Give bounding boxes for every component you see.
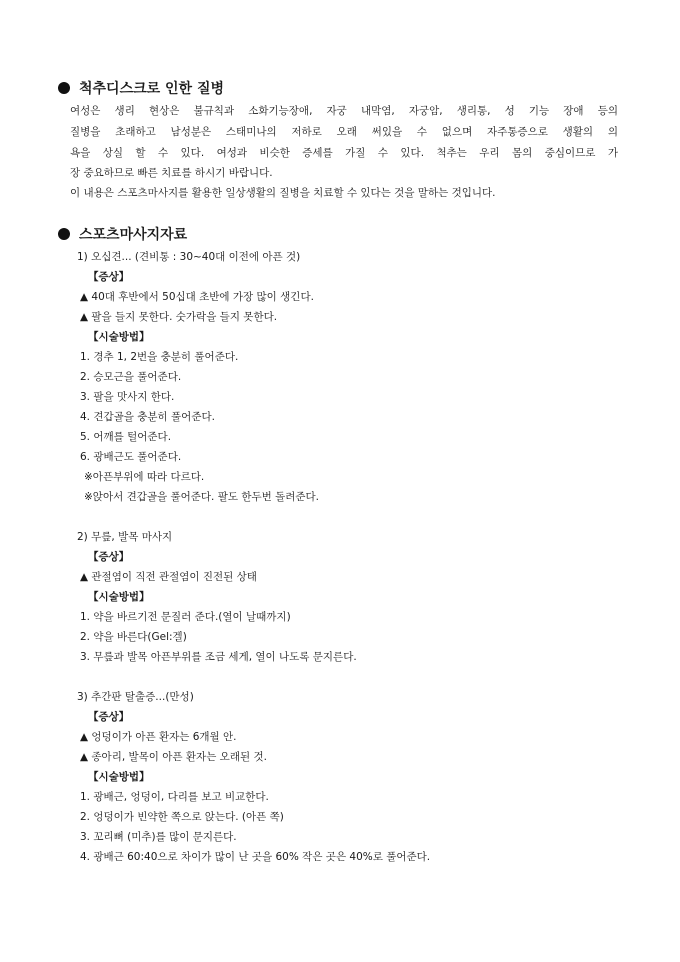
section-title: 스포츠마사지자료 [79, 227, 188, 243]
method-item: 3. 꼬리뼈 (미추)를 많이 문지른다. [80, 831, 237, 843]
bullet-circle-icon [58, 82, 70, 94]
paragraph-line: 욕을 상실 할 수 있다. 여성과 비슷한 증세를 가질 수 있다. 척추는 우리 몸의 중심이므로 가 [70, 147, 618, 159]
paragraph-line: 장 중요하므로 빠른 치료를 하시기 바랍니다. [70, 167, 273, 179]
section-title: 척추디스크로 인한 질병 [79, 81, 224, 97]
note-item: ※아픈부위에 따라 다르다. [84, 471, 205, 483]
topic-heading: 1) 오십견... (견비통 : 30~40대 이전에 아픈 것) [77, 251, 301, 263]
section-heading-sports-massage [58, 225, 187, 243]
method-label: 【시술방법】 [88, 771, 150, 783]
topic-heading: 3) 추간판 탈출증...(만성) [77, 691, 194, 703]
symptom-item: ▲ 팔을 들지 못한다. 숫가락을 들지 못한다. [80, 311, 278, 323]
symptom-item: ▲ 엉덩이가 아픈 환자는 6개월 안. [80, 731, 237, 743]
paragraph-line: 여성은 생리 현상은 불규칙과 소화기능장애, 자궁 내막염, 자궁암, 생리통, 성 기능 장애 등의 [70, 105, 618, 117]
topic-heading: 2) 무릎, 발목 마사지 [77, 531, 173, 543]
symptom-item: ▲ 종아리, 발목이 아픈 환자는 오래된 것. [80, 751, 267, 763]
method-item: 5. 어깨를 털어준다. [80, 431, 172, 443]
symptom-item: ▲ 40대 후반에서 50십대 초반에 가장 많이 생긴다. [80, 291, 314, 303]
method-item: 3. 팔을 맛사지 한다. [80, 391, 175, 403]
method-item: 4. 견갑골을 충분히 풀어준다. [80, 411, 215, 423]
note-item: ※앉아서 견갑골을 풀어준다. 팔도 한두번 돌려준다. [84, 491, 320, 503]
bullet-circle-icon [58, 228, 70, 240]
method-label: 【시술방법】 [88, 591, 150, 603]
method-item: 3. 무릎과 발목 아픈부위를 조금 세게, 열이 나도록 문지른다. [80, 651, 357, 663]
method-item: 2. 승모근을 풀어준다. [80, 371, 182, 383]
method-item: 1. 약을 바르기전 문질러 준다.(열이 날때까지) [80, 611, 291, 623]
method-item: 1. 광배근, 엉덩이, 다리를 보고 비교한다. [80, 791, 269, 803]
symptom-label: 【증상】 [88, 711, 130, 723]
method-item: 6. 광배근도 풀어준다. [80, 451, 182, 463]
paragraph-closing: 이 내용은 스포츠마사지를 활용한 일상생활의 질병을 치료할 수 있다는 것을 말하는 것입니다. [70, 187, 496, 199]
symptom-item: ▲ 관절염이 직전 관절염이 진전된 상태 [80, 571, 257, 583]
method-label: 【시술방법】 [88, 331, 150, 343]
method-item: 1. 경추 1, 2번을 충분히 풀어준다. [80, 351, 239, 363]
method-item: 4. 광배근 60:40으로 차이가 많이 난 곳을 60% 작은 곳은 40%로 풀어준다. [80, 851, 431, 863]
symptom-label: 【증상】 [88, 551, 130, 563]
method-item: 2. 약을 바른다(Gel:겔) [80, 631, 187, 643]
symptom-label: 【증상】 [88, 271, 130, 283]
method-item: 2. 엉덩이가 빈약한 쪽으로 앉는다. (아픈 쪽) [80, 811, 284, 823]
paragraph-line: 질병을 초래하고 남성분은 스태미나의 저하로 오래 써있을 수 없으며 자주통증으로 생활의 의 [70, 126, 618, 138]
section-heading-spinal-disc [58, 79, 224, 97]
